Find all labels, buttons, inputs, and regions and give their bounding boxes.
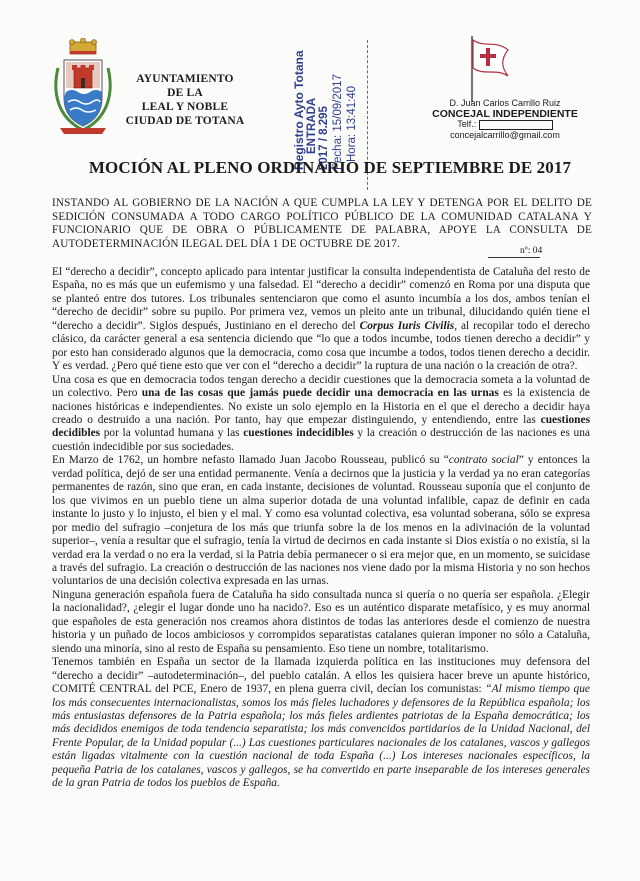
stamp-line: Registro Ayto Totana (292, 50, 306, 170)
text-run: En Marzo de 1762, un hombre nefasto llamado Juan Jacobo Rousseau, publicó su “ (52, 454, 449, 467)
city-title-line: AYUNTAMIENTO (136, 73, 234, 85)
text-run: Tenemos también en España un sector de la llamada izquierda política en las instituciones muy defensora del “derecho a decidir” –autodeterminación–, del pueblo catalán. A ellos les quisiera hacer breve un apunte histórico, COMITÉ CENTRAL del PCE, Enero de 1937, en plena guerra civil, decían los comunistas: (52, 656, 590, 696)
councillor-email: concejalcarrillo@gmail.com (450, 130, 560, 140)
body-paragraph (52, 266, 590, 374)
coat-of-arms-icon (52, 38, 114, 136)
body-paragraph: Ninguna generación española fuera de Cataluña ha sido consultada nunca si quería o no quería ser española. ¿Elegir la nacionalidad?, ¿elegir el lugar donde uno ha nacido?. Eso es un auténtico disparate metafísico, y es muy anormal que españoles de esta generación nos creamos ahora distintos de todas las anteriores desde el comienzo de nuestra historia y un puñado de locos ambiciosos y corrompidos separatistas catalanes quieran imponer no sólo a Cataluña, siendo una minoría, sino al resto de España su pensamiento. Eso tiene un nombre, totalitarismo. (52, 588, 590, 655)
motion-subtitle: INSTANDO AL GOBIERNO DE LA NACIÓN A QUE CUMPLA LA LEY Y DETENGA POR EL DELITO DE SEDICIÓN CONSUMADA A TODO CARGO POLÍTICO PÚBLICO DE LA COMUNIDAD CATALANA Y FUNCIONARIO QUE DE OBRA O PÚBLICAMENTE DE PALABRA, APOYE LA CONSULTA DE AUTODETERMINACIÓN ILEGAL DEL DÍA 1 DE OCTUBRE DE 2017. (52, 197, 592, 250)
stamp-line: Hora: 13:41:40 (346, 85, 358, 162)
emphasis-text: una de las cosas que jamás puede decidir una democracia en las urnas (141, 387, 499, 400)
text-run: , al recopilar todo el derecho clásico, da carácter general a esa sentencia diciendo que “lo que a todos incumbe, todos tienen derecho a decidir” y por esto han considerado algunos que la democracia, como cosa que incumbe a todos, todos tienen derecho a decidir. Y es verdad. ¿Pero qué tiene esto que ver con el “derecho a decidir” la ruptura de una nación o la creación de otra?. (52, 319, 590, 373)
registration-stamp (290, 52, 380, 170)
emphasis-text: cuestiones decidibles (52, 413, 590, 440)
emphasis-text: Corpus Iuris Civilis (359, 319, 455, 332)
body-paragraph (52, 374, 590, 455)
motion-body (52, 266, 590, 791)
body-paragraph (52, 454, 590, 589)
text-run: ” y entonces la verdad política, dejó de ser una entidad permanente. Venía a decirnos que la justicia y la verdad ya no eran categorías permanentes de razón, sino que eran, en cada instante, decisiones de voluntad. Rousseau suponía que el conjunto de los que vivimos en un pueblo tiene un alma superior dotada de una voluntad infalible, capaz de definir en cada instante lo justo y lo injusto, el bien y el mal. Y como esa voluntad colectiva, esa voluntad soberana, sólo se expresa por medio del sufragio –conjetura de los más que triunfa sobre la de los menos en la adivinación de la voluntad superior–, venía a resultar que el sufragio, tenía la virtud de decirnos en cada instante si Dios existía o no existía, si la verdad era la verdad o no era la verdad, si la Patria debía permanecer o si era mejor que, en un momento, se suicidase a través del sufragio. La creación o destrucción de las naciones nos viene dado por la misma Historia y no son hechos voluntarios de una decisión colectiva expresada en las urnas. (52, 454, 590, 588)
number-rule (488, 257, 540, 258)
body-paragraph (52, 656, 590, 791)
phone-label: Telf.: (457, 119, 477, 129)
councillor-phone (420, 119, 590, 130)
text-run: por la voluntad humana y las (100, 427, 244, 440)
phone-redacted (479, 120, 553, 130)
city-title-line: DE LA (167, 87, 203, 99)
emphasis-text: cuestiones indecidibles (243, 427, 354, 440)
emphasis-text: contrato social (448, 454, 519, 467)
text-run: El “derecho a decidir”, concepto aplicado para intentar justificar la consulta independentista de Cataluña del resto de España, no es más que un eufemismo y una falsedad. El “derecho a decidir” comenzó en Roma por una disputa que se planteó entre dos tutores. Los tribunales sentenciaron que como el asunto incumbía a los dos, ambos tenían el “derecho de decidir” sobre su pupilo. Por primera vez, vemos un pleito ante un tribunal, dilucidando quién tiene el “derecho a decidir”. Siglos después, Justiniano en el derecho del (52, 266, 590, 332)
city-title-line: CIUDAD DE TOTANA (125, 115, 245, 127)
text-run: es la existencia de naciones históricas e independientes. No existe un solo ejemplo en la Historia en el que el derecho a decidir haya creado o destruido a una nación. Por tanto, hay que empezar distinguiendo, y entendiendo, entre las (52, 387, 590, 426)
text-run: Una cosa es que en democracia todos tengan derecho a decidir cuestiones que la democracia someta a la voluntad de un colectivo. Pero (52, 373, 590, 400)
city-title-line: LEAL Y NOBLE (141, 101, 229, 113)
councillor-role: CONCEJAL INDEPENDIENTE (432, 108, 578, 120)
flag-logo-icon (462, 34, 514, 104)
stamp-line: 2017 / 8.295 (318, 106, 330, 170)
stamp-line: ENTRADA (306, 97, 318, 154)
motion-title: MOCIÓN AL PLENO ORDINARIO DE SEPTIEMBRE DE 2017 (88, 158, 572, 177)
motion-number: nº: 04 (520, 246, 543, 256)
councillor-name: D. Juan Carlos Carrillo Ruiz (449, 98, 561, 108)
text-run: y la creación o destrucción de las naciones es una cuestión indecidible por sus sociedades. (52, 427, 590, 453)
stamp-line: Fecha: 15/09/2017 (332, 74, 344, 170)
quote-text: “Al mismo tiempo que los más consecuentes internacionalistas, somos los más fieles luchadores y defensores de la República española; los más entusiastas defensores de la Patria española; los más fieles ardientes patriotas de la España democrática; los más decididos enemigos de toda tendencia separatista; los más convencidos partidarios de la Unidad Nacional, del Frente Popular, de la Unidad popular (...) Las cuestiones particulares nacionales de los catalanes, vascos y gallegos están ligadas vitalmente con la cuestión nacional de toda España (...) Los intereses nacionales específicos, la pequeña Patria de los catalanes, vascos y gallegos, se ha convertido en parte inseparable de los intereses generales de la gran Patria de todos los pueblos de España. (52, 683, 590, 790)
